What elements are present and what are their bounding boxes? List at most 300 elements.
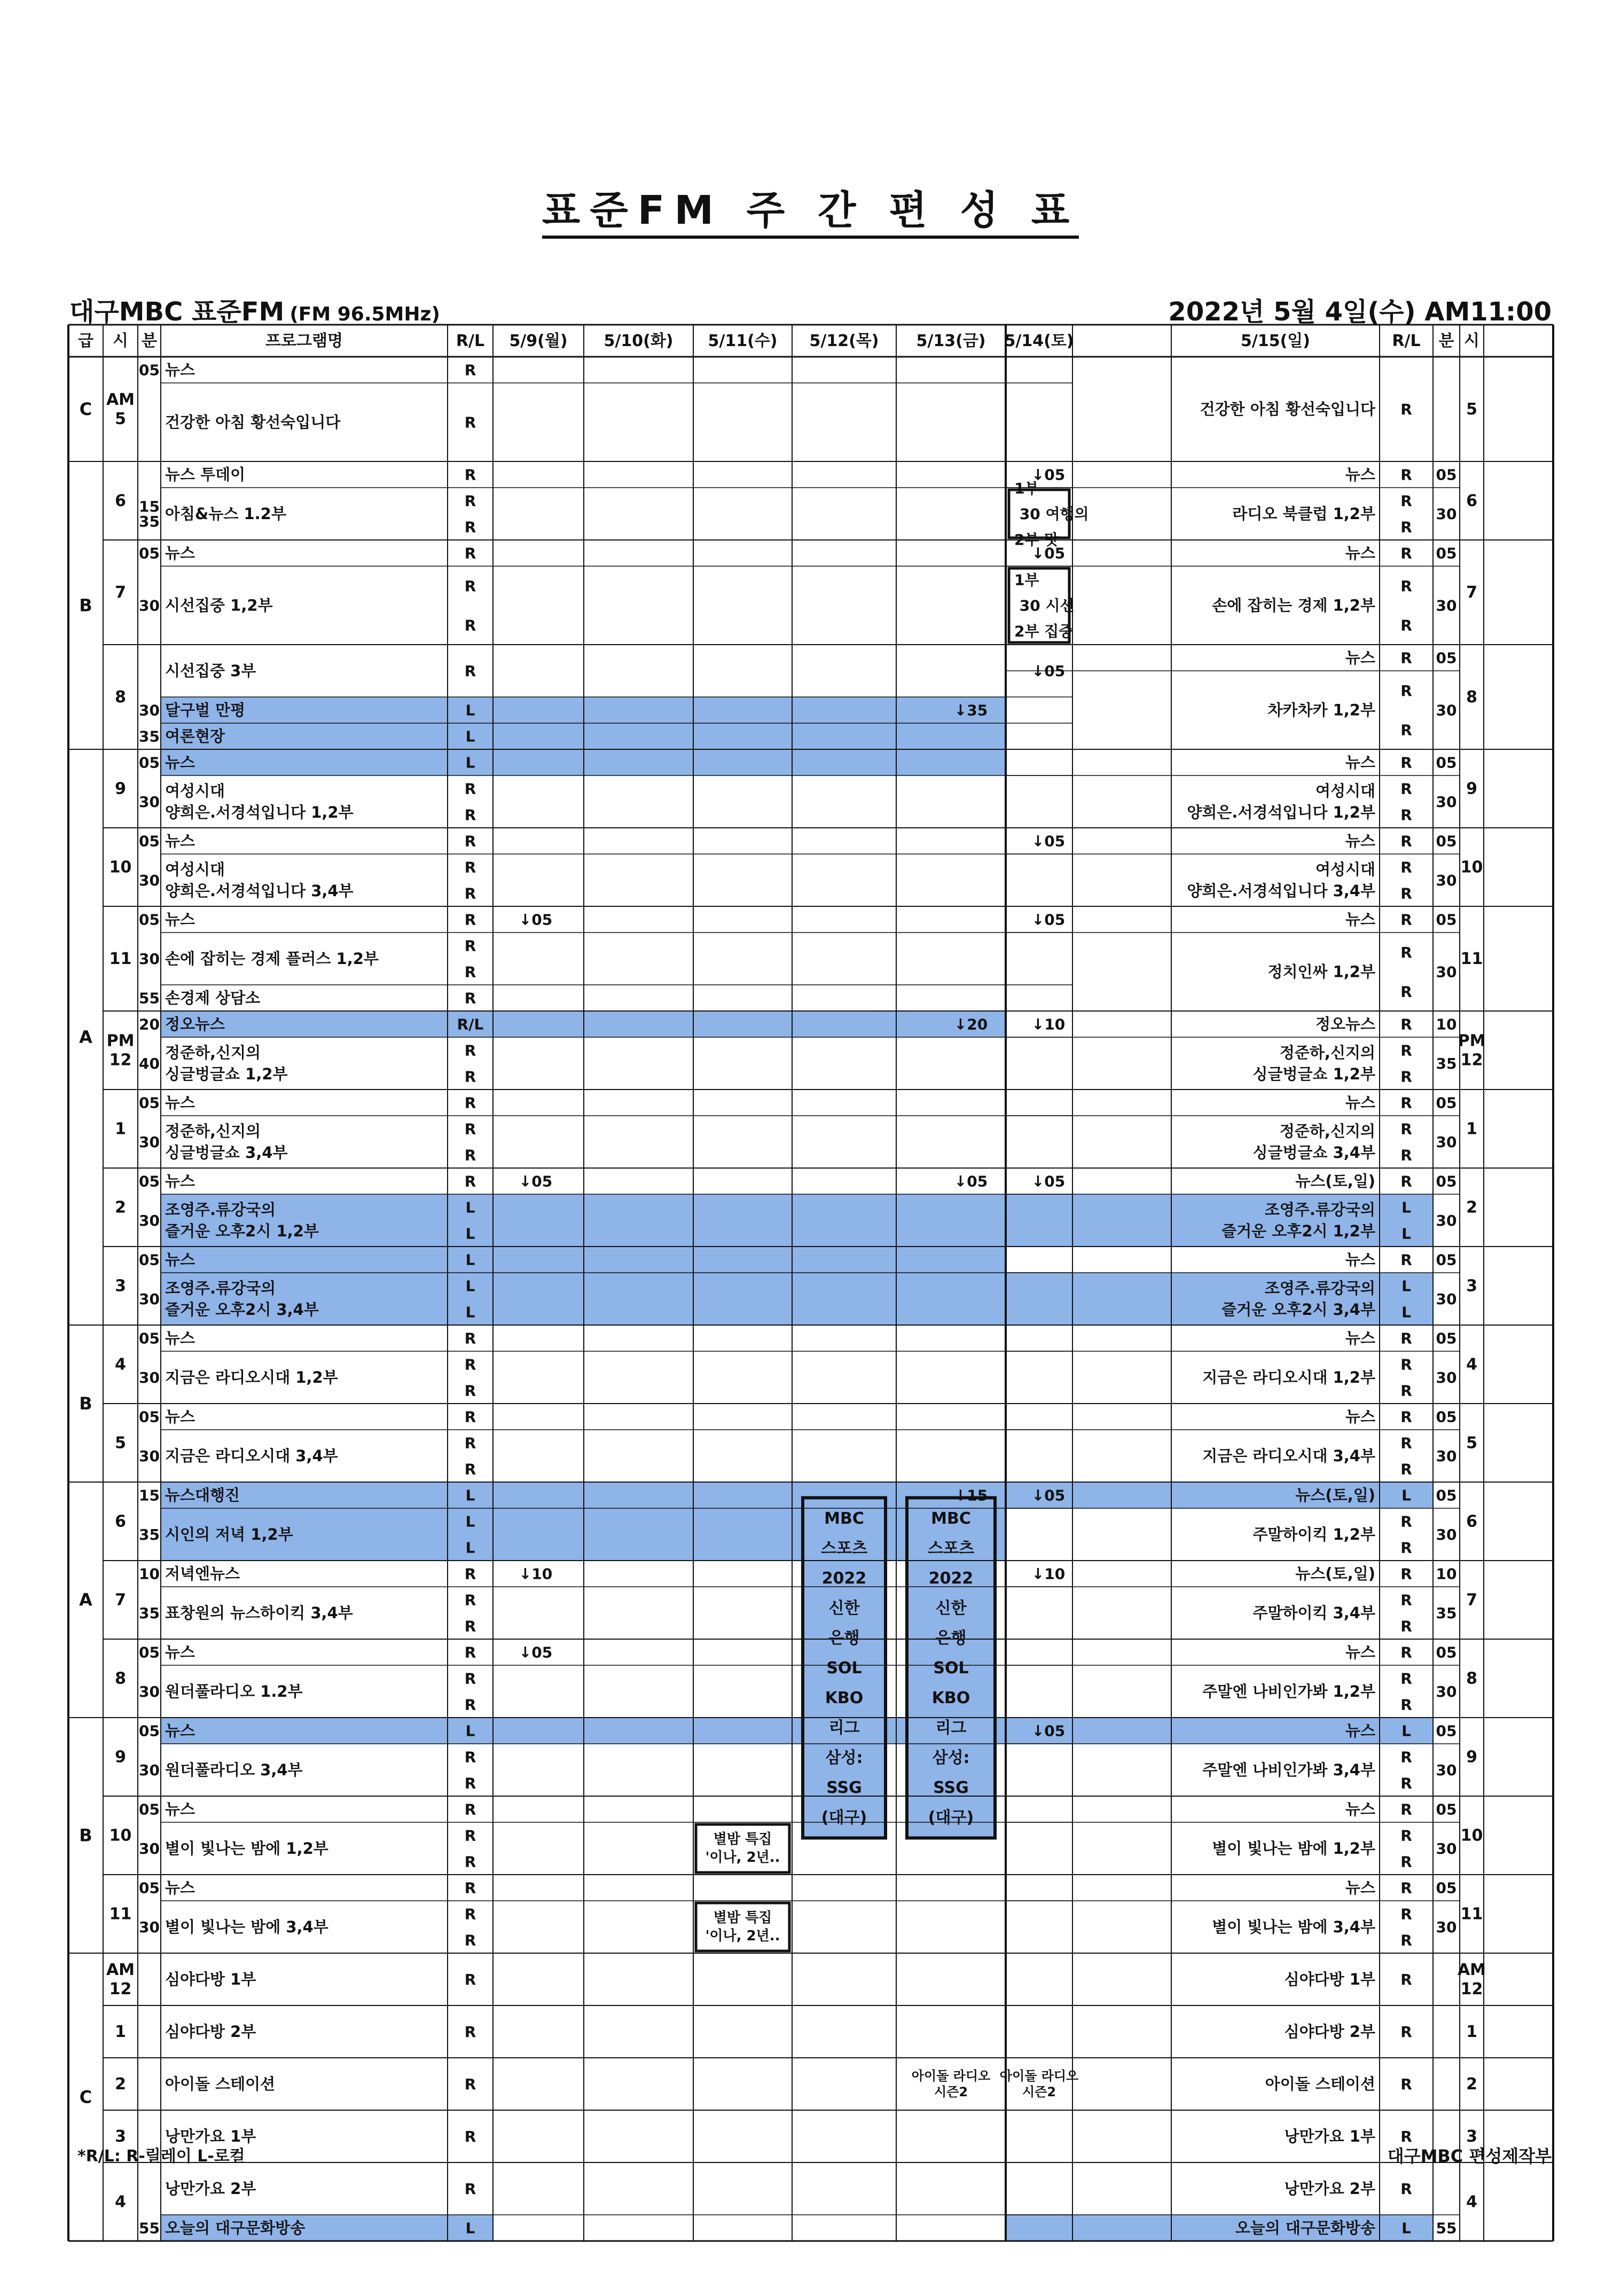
idol-radio-label: 아이돌 라디오 시즌2: [999, 2068, 1079, 2099]
weekend-relay-local-mark: R: [1400, 1041, 1412, 1059]
weekend-program-name: 뉴스(토,일): [1295, 1486, 1375, 1504]
weekend-program-name: 뉴스: [1345, 910, 1375, 929]
weekend-minute-label: 05: [1436, 1486, 1457, 1504]
program-name: 시선집중 1,2부: [165, 596, 273, 615]
column-header: 시: [1464, 331, 1479, 350]
weekend-minute-label: 30: [1436, 1761, 1457, 1779]
starlight-special-label: 별밤 특집 '이나, 2년..: [705, 1831, 780, 1866]
minute-label: 30: [139, 1761, 160, 1779]
program-name: 오늘의 대구문화방송: [165, 2219, 306, 2237]
column-header: 5/11(수): [708, 331, 778, 350]
time-shift-note: ↓05: [1031, 832, 1066, 850]
relay-local-mark: R/L: [457, 1015, 484, 1033]
weekend-relay-local-mark: R: [1400, 1696, 1412, 1713]
program-name: 뉴스 투데이: [165, 465, 246, 484]
weekend-program-name: 정준하,신지의 싱글벙글쇼 3,4부: [1252, 1122, 1375, 1162]
minute-label: 15: [139, 1486, 160, 1504]
time-shift-note: ↓35: [954, 701, 988, 719]
relay-local-mark: R: [464, 1800, 476, 1818]
weekend-relay-local-mark: R: [1400, 1382, 1412, 1399]
relay-local-mark: R: [464, 1355, 476, 1373]
weekend-relay-local-mark: R: [1400, 858, 1412, 876]
hour-label: 4: [115, 2192, 126, 2211]
program-name: 건강한 아침 황선숙입니다: [165, 413, 341, 432]
hour-label-right: 5: [1466, 1433, 1477, 1452]
relay-local-mark: R: [464, 2127, 476, 2145]
program-name: 시선집중 3부: [165, 662, 256, 680]
relay-local-mark: R: [464, 1382, 476, 1399]
column-header: 5/14(토): [1004, 331, 1074, 350]
weekend-minute-label: 30: [1436, 1839, 1457, 1858]
department-name: 대구MBC 편성제작부: [1387, 2146, 1552, 2166]
relay-local-mark: R: [464, 1408, 476, 1425]
weekend-program-name: 뉴스: [1345, 1250, 1375, 1269]
minute-label: 55: [139, 989, 160, 1007]
weekend-relay-local-mark: R: [1400, 1670, 1412, 1687]
weekend-minute-label: 35: [1436, 1604, 1457, 1622]
program-name: 아이돌 스테이션: [165, 2075, 276, 2093]
weekend-relay-local-mark: R: [1400, 884, 1412, 902]
minute-label: 30: [139, 793, 160, 811]
hour-label: 6: [115, 491, 126, 510]
weekend-program-name: 조영주.류강국의 즐거운 오후2시 1,2부: [1221, 1201, 1375, 1240]
hour-label: AM 5: [106, 390, 135, 428]
weekend-program-name: 주말엔 나비인가봐 3,4부: [1202, 1761, 1375, 1779]
program-name: 지금은 라디오시대 1,2부: [165, 1368, 338, 1386]
weekend-relay-local-mark: R: [1400, 649, 1412, 667]
program-name: 뉴스: [165, 361, 195, 379]
program-name: 뉴스: [165, 1878, 195, 1897]
time-shift-note: ↓05: [1031, 911, 1066, 928]
program-name: 조영주.류강국의 즐거운 오후2시 3,4부: [165, 1279, 319, 1319]
weekend-relay-local-mark: R: [1400, 2075, 1412, 2093]
relay-local-mark: R: [464, 1617, 476, 1635]
hour-label-right: 7: [1466, 1590, 1477, 1609]
weekend-program-name: 낭만가요 1부: [1284, 2127, 1375, 2145]
time-shift-note: ↓10: [1031, 1015, 1066, 1033]
minute-label: 05: [139, 911, 160, 928]
program-name: 표창원의 뉴스하이킥 3,4부: [165, 1604, 353, 1622]
program-name: 뉴스대행진: [165, 1486, 240, 1504]
weekend-relay-local-mark: R: [1400, 1539, 1412, 1556]
hour-label: 11: [109, 949, 132, 968]
hour-label-right: 11: [1460, 1905, 1483, 1923]
weekend-minute-label: 35: [1436, 1054, 1457, 1072]
weekend-program-name: 지금은 라디오시대 1,2부: [1202, 1368, 1375, 1386]
program-name: 뉴스: [165, 1172, 195, 1190]
relay-local-mark: R: [464, 1329, 476, 1347]
column-header: R/L: [1392, 331, 1421, 350]
weekend-program-name: 아이돌 스테이션: [1265, 2075, 1375, 2093]
minute-label: 05: [139, 361, 160, 379]
column-header: 5/12(목): [809, 331, 879, 350]
program-name: 달구벌 만평: [165, 701, 246, 719]
weekend-minute-label: 30: [1436, 793, 1457, 811]
minute-label: 05: [139, 1172, 160, 1190]
weekend-minute-label: 05: [1436, 1251, 1457, 1268]
weekend-minute-label: 05: [1436, 1722, 1457, 1739]
hour-label-right: 5: [1466, 399, 1477, 419]
time-shift-note: ↓05: [1031, 466, 1066, 483]
relay-local-mark: R: [464, 806, 476, 824]
weekend-minute-label: 30: [1436, 1133, 1457, 1151]
idol-radio-label: 아이돌 라디오 시즌2: [911, 2068, 991, 2099]
saturday-special-label: 1부 30 시선 2부 집중: [1014, 571, 1075, 640]
starlight-special-label: 별밤 특집 '이나, 2년..: [705, 1910, 780, 1944]
weekend-minute-label: 05: [1436, 1094, 1457, 1111]
weekend-program-name: 뉴스: [1345, 832, 1375, 850]
relay-local-mark: R: [464, 963, 476, 981]
relay-local-mark: R: [464, 662, 476, 680]
weekend-minute-label: 30: [1436, 505, 1457, 523]
program-name: 지금은 라디오시대 3,4부: [165, 1447, 338, 1465]
weekend-relay-local-mark: R: [1400, 832, 1412, 850]
hour-label: 10: [109, 1826, 132, 1845]
weekend-relay-local-mark: R: [1400, 1068, 1412, 1085]
program-name: 조영주.류강국의 즐거운 오후2시 1,2부: [165, 1201, 319, 1240]
weekend-minute-label: 30: [1436, 1368, 1457, 1386]
relay-local-note: *R/L: R-릴레이 L-로컬: [77, 2147, 245, 2166]
program-name: 뉴스: [165, 1329, 195, 1347]
time-shift-note: ↓05: [1031, 662, 1066, 680]
hour-label: 6: [115, 1512, 126, 1531]
relay-local-mark: R: [464, 1853, 476, 1870]
program-name: 아침&뉴스 1.2부: [165, 505, 286, 523]
weekend-relay-local-mark: R: [1400, 1931, 1412, 1949]
weekend-program-name: 주말하이킥 1,2부: [1252, 1525, 1375, 1543]
station-name: 대구MBC 표준FM (FM 96.5MHz): [69, 297, 440, 327]
weekend-relay-local-mark: R: [1400, 1800, 1412, 1818]
column-header: 5/15(일): [1241, 331, 1310, 350]
weekend-relay-local-mark: L: [1401, 1198, 1411, 1216]
weekend-relay-local-mark: R: [1400, 466, 1412, 483]
hour-label: AM 12: [106, 1960, 135, 1999]
relay-local-mark: R: [464, 1931, 476, 1949]
minute-label: 30: [139, 950, 160, 968]
minute-label: 15 35: [139, 497, 160, 530]
hour-label-right: 6: [1466, 491, 1477, 510]
hour-label: 10: [109, 858, 132, 876]
weekend-program-name: 뉴스: [1345, 1643, 1375, 1662]
weekend-relay-local-mark: R: [1400, 806, 1412, 824]
weekend-relay-local-mark: L: [1401, 1722, 1411, 1739]
weekend-program-name: 건강한 아침 황선숙입니다: [1200, 400, 1375, 418]
hour-label-right: 1: [1466, 2022, 1477, 2041]
saturday-special-label: 1부 30 여행의 2부 맛: [1014, 479, 1089, 548]
weekend-relay-local-mark: R: [1400, 400, 1412, 418]
sports-broadcast-label: MBC 스포츠 2022 신한 은행 SOL KBO 리그 삼성: SSG (대구): [928, 1509, 974, 1827]
weekend-relay-local-mark: R: [1400, 1120, 1412, 1138]
weekend-minute-label: 05: [1436, 1329, 1457, 1347]
weekend-relay-local-mark: R: [1400, 1643, 1412, 1661]
minute-label: 40: [139, 1054, 160, 1072]
weekend-program-name: 뉴스: [1345, 648, 1375, 667]
relay-local-mark: L: [465, 1225, 475, 1242]
grade-label: B: [79, 1393, 92, 1414]
program-name: 심야다방 1부: [165, 1970, 256, 1988]
weekend-minute-label: 30: [1436, 597, 1457, 614]
program-name: 정준하,신지의 싱글벙글쇼 3,4부: [165, 1122, 288, 1162]
minute-label: 05: [139, 1408, 160, 1425]
hour-label-right: 2: [1466, 1198, 1477, 1217]
weekend-minute-label: 55: [1436, 2219, 1457, 2237]
time-shift-note: ↓10: [519, 1565, 553, 1582]
time-shift-note: ↓05: [1031, 544, 1066, 562]
relay-local-mark: R: [464, 2075, 476, 2093]
weekend-relay-local-mark: R: [1400, 982, 1412, 1000]
hour-label-right: 4: [1466, 2192, 1477, 2211]
issue-date: 2022년 5월 4일(수) AM11:00: [1168, 297, 1552, 327]
minute-label: 05: [139, 1643, 160, 1661]
relay-local-mark: R: [464, 1905, 476, 1923]
relay-local-mark: R: [464, 616, 476, 634]
relay-local-mark: R: [464, 1670, 476, 1687]
relay-local-mark: L: [465, 701, 475, 719]
minute-label: 30: [139, 1918, 160, 1936]
minute-label: 35: [139, 727, 160, 745]
weekend-minute-label: 05: [1436, 1172, 1457, 1190]
minute-label: 05: [139, 1800, 160, 1818]
hour-label-right: 8: [1466, 1669, 1477, 1688]
column-header: 5/13(금): [916, 331, 986, 350]
hour-label: 2: [115, 2074, 126, 2094]
weekend-relay-local-mark: R: [1400, 2180, 1412, 2198]
weekend-minute-label: 05: [1436, 1643, 1457, 1661]
program-name: 뉴스: [165, 1721, 195, 1740]
weekend-program-name: 별이 빛나는 밤에 3,4부: [1212, 1918, 1375, 1936]
station-frequency: (FM 96.5MHz): [289, 303, 440, 325]
hour-label: 7: [115, 1590, 126, 1609]
weekend-minute-label: 05: [1436, 754, 1457, 771]
weekend-program-name: 오늘의 대구문화방송: [1235, 2219, 1375, 2237]
weekend-relay-local-mark: R: [1400, 1460, 1412, 1478]
weekend-relay-local-mark: R: [1400, 780, 1412, 797]
minute-label: 30: [139, 701, 160, 719]
weekend-relay-local-mark: R: [1400, 2127, 1412, 2145]
column-header: 5/10(화): [604, 331, 674, 350]
page-title: 표준FM 주 간 편 성 표: [0, 179, 1621, 236]
relay-local-mark: R: [464, 413, 476, 431]
weekend-relay-local-mark: R: [1400, 1513, 1412, 1530]
program-name: 낭만가요 1부: [165, 2127, 256, 2145]
program-name: 뉴스: [165, 1250, 195, 1269]
weekend-program-name: 뉴스(토,일): [1295, 1564, 1375, 1583]
minute-label: 30: [139, 1211, 160, 1229]
relay-local-mark: R: [464, 1041, 476, 1059]
hour-label-right: 7: [1466, 583, 1477, 602]
weekend-minute-label: 30: [1436, 1525, 1457, 1543]
weekend-program-name: 별이 빛나는 밤에 1,2부: [1212, 1839, 1375, 1858]
weekend-relay-local-mark: L: [1401, 1303, 1411, 1321]
program-name: 여론현장: [165, 727, 225, 746]
grade-label: B: [79, 1825, 92, 1846]
column-header: 분: [1438, 331, 1454, 350]
relay-local-mark: L: [465, 1486, 475, 1504]
relay-local-mark: R: [464, 1565, 476, 1582]
relay-local-mark: R: [464, 577, 476, 595]
time-shift-note: ↓05: [954, 1172, 988, 1190]
program-name: 원더풀라디오 3,4부: [165, 1761, 303, 1779]
weekend-relay-local-mark: R: [1400, 1408, 1412, 1425]
grade-label: B: [79, 595, 92, 616]
weekend-relay-local-mark: R: [1400, 492, 1412, 510]
weekend-relay-local-mark: R: [1400, 1827, 1412, 1844]
time-shift-note: ↓15: [954, 1486, 988, 1504]
time-shift-note: ↓20: [954, 1015, 988, 1033]
grade-label: A: [79, 1027, 92, 1047]
time-shift-note: ↓05: [1031, 1722, 1066, 1739]
weekend-relay-local-mark: R: [1400, 1905, 1412, 1923]
hour-label: 4: [115, 1355, 126, 1374]
weekend-relay-local-mark: R: [1400, 1434, 1412, 1452]
hour-label-right: 10: [1460, 858, 1483, 876]
weekend-relay-local-mark: R: [1400, 681, 1412, 700]
relay-local-mark: L: [465, 1277, 475, 1295]
program-name: 여성시대 양희은.서경석입니다 1,2부: [165, 782, 354, 821]
weekend-relay-local-mark: R: [1400, 1146, 1412, 1164]
minute-label: 05: [139, 1251, 160, 1268]
program-name: 정오뉴스: [165, 1015, 225, 1033]
relay-local-mark: R: [464, 780, 476, 797]
relay-local-mark: R: [464, 989, 476, 1007]
relay-local-mark: R: [464, 1970, 476, 1988]
weekend-relay-local-mark: R: [1400, 577, 1412, 595]
relay-local-mark: R: [464, 492, 476, 510]
weekend-program-name: 뉴스: [1345, 1800, 1375, 1819]
weekend-minute-label: 05: [1436, 832, 1457, 850]
program-name: 뉴스: [165, 910, 195, 929]
hour-label-right: 9: [1466, 779, 1477, 798]
weekend-minute-label: 05: [1436, 1879, 1457, 1897]
weekend-program-name: 차카차카 1,2부: [1267, 701, 1375, 719]
weekend-program-name: 심야다방 2부: [1284, 2023, 1375, 2041]
hour-label: 8: [115, 687, 126, 707]
weekend-relay-local-mark: R: [1400, 1970, 1412, 1988]
program-name: 별이 빛나는 밤에 1,2부: [165, 1839, 328, 1858]
weekend-minute-label: 05: [1436, 1800, 1457, 1818]
weekend-minute-label: 30: [1436, 1211, 1457, 1229]
weekend-minute-label: 30: [1436, 963, 1457, 981]
hour-label: PM 12: [106, 1031, 135, 1069]
weekend-minute-label: 05: [1436, 544, 1457, 562]
weekend-program-name: 뉴스: [1345, 1093, 1375, 1112]
weekend-minute-label: 05: [1436, 1408, 1457, 1425]
relay-local-mark: R: [464, 1068, 476, 1085]
column-header: 5/9(월): [509, 331, 568, 350]
hour-label: 7: [115, 583, 126, 602]
weekend-relay-local-mark: R: [1400, 1591, 1412, 1609]
weekend-program-name: 뉴스: [1345, 465, 1375, 484]
weekend-relay-local-mark: L: [1401, 1225, 1411, 1242]
weekend-relay-local-mark: R: [1400, 720, 1412, 739]
relay-local-mark: L: [465, 1198, 475, 1216]
hour-label-right: PM 12: [1458, 1031, 1486, 1069]
relay-local-mark: L: [465, 1303, 475, 1321]
program-name: 뉴스: [165, 1643, 195, 1662]
relay-local-mark: L: [465, 727, 475, 745]
relay-local-mark: R: [464, 911, 476, 928]
weekend-minute-label: 30: [1436, 701, 1457, 719]
relay-local-mark: R: [464, 466, 476, 483]
hour-label: 3: [115, 1276, 126, 1295]
weekend-relay-local-mark: R: [1400, 1774, 1412, 1792]
weekend-program-name: 여성시대 양희은.서경석입니다 1,2부: [1187, 782, 1375, 821]
weekend-relay-local-mark: R: [1400, 1015, 1412, 1033]
weekend-relay-local-mark: R: [1400, 754, 1412, 771]
hour-label: 2: [115, 1198, 126, 1217]
relay-local-mark: R: [464, 884, 476, 902]
hour-label-right: 8: [1466, 687, 1477, 707]
weekend-program-name: 조영주.류강국의 즐거운 오후2시 3,4부: [1221, 1279, 1375, 1319]
program-name: 뉴스: [165, 1093, 195, 1112]
weekend-minute-label: 30: [1436, 1290, 1457, 1308]
hour-label-right: 10: [1460, 1826, 1483, 1845]
program-name: 낭만가요 2부: [165, 2180, 256, 2198]
relay-local-mark: L: [465, 1539, 475, 1556]
program-name: 별이 빛나는 밤에 3,4부: [165, 1918, 328, 1936]
weekend-relay-local-mark: R: [1400, 1748, 1412, 1766]
weekend-relay-local-mark: R: [1400, 1853, 1412, 1870]
program-name: 뉴스: [165, 753, 195, 772]
minute-label: 05: [139, 832, 160, 850]
minute-label: 30: [139, 1682, 160, 1701]
weekend-minute-label: 05: [1436, 649, 1457, 667]
relay-local-mark: R: [464, 1434, 476, 1452]
relay-local-mark: R: [464, 832, 476, 850]
minute-label: 30: [139, 1447, 160, 1465]
minute-label: 05: [139, 544, 160, 562]
weekend-program-name: 주말하이킥 3,4부: [1252, 1604, 1375, 1622]
weekend-minute-label: 30: [1436, 871, 1457, 889]
weekend-relay-local-mark: R: [1400, 1094, 1412, 1111]
weekend-relay-local-mark: R: [1400, 943, 1412, 961]
program-name: 정준하,신지의 싱글벙글쇼 1,2부: [165, 1044, 288, 1083]
hour-label: 1: [115, 2022, 126, 2041]
weekend-program-name: 낭만가요 2부: [1284, 2180, 1375, 2198]
minute-label: 20: [139, 1015, 160, 1033]
minute-label: 35: [139, 1525, 160, 1543]
weekend-relay-local-mark: R: [1400, 544, 1412, 562]
relay-local-mark: R: [464, 2023, 476, 2041]
weekend-relay-local-mark: R: [1400, 1251, 1412, 1268]
relay-local-mark: R: [464, 1774, 476, 1792]
relay-local-mark: R: [464, 518, 476, 536]
weekend-program-name: 뉴스: [1345, 1407, 1375, 1426]
relay-local-mark: R: [464, 1460, 476, 1478]
weekend-relay-local-mark: L: [1401, 1486, 1411, 1504]
weekend-program-name: 심야다방 1부: [1284, 1970, 1375, 1988]
hour-label-right: 2: [1466, 2074, 1477, 2094]
program-name: 원더풀라디오 1.2부: [165, 1682, 303, 1701]
grade-label: C: [79, 399, 92, 419]
weekend-relay-local-mark: L: [1401, 2219, 1411, 2237]
grade-label: C: [79, 2087, 92, 2107]
relay-local-mark: R: [464, 544, 476, 562]
relay-local-mark: L: [465, 754, 475, 771]
minute-label: 55: [139, 2219, 160, 2237]
grade-label: A: [79, 1589, 92, 1610]
weekend-minute-label: 30: [1436, 1918, 1457, 1936]
weekend-program-name: 정오뉴스: [1315, 1015, 1375, 1033]
relay-local-mark: L: [465, 1722, 475, 1739]
relay-local-mark: R: [464, 1591, 476, 1609]
weekend-relay-local-mark: R: [1400, 1879, 1412, 1897]
minute-label: 10: [139, 1565, 160, 1582]
weekend-program-name: 손에 잡히는 경제 1,2부: [1212, 596, 1375, 615]
relay-local-mark: R: [464, 2180, 476, 2198]
minute-label: 30: [139, 1368, 160, 1386]
weekend-relay-local-mark: R: [1400, 1355, 1412, 1373]
